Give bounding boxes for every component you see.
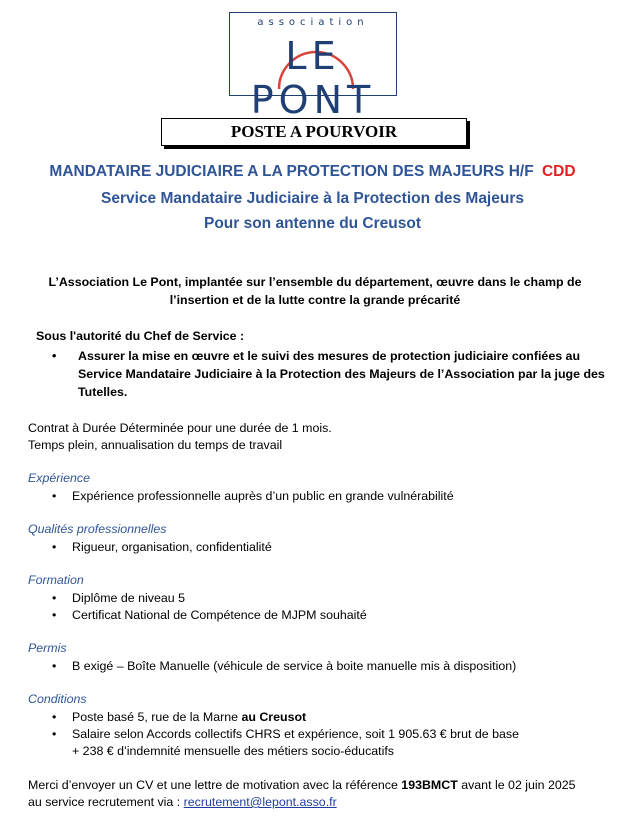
bullet-icon: • (52, 540, 57, 554)
section-title-formation: Formation (28, 573, 84, 587)
list-item-text: Expérience professionnelle auprès d’un public en grande vulnérabilité (72, 489, 454, 503)
poste-a-pourvoir-box (161, 118, 467, 146)
bullet-icon: • (52, 710, 57, 724)
contract-info (28, 420, 332, 454)
bullet-icon: • (52, 727, 57, 741)
list-item (52, 726, 519, 760)
contract-type-badge: CDD (541, 163, 576, 180)
location-text: Poste basé 5, rue de la Marne (72, 710, 242, 724)
intro-paragraph: L’Association Le Pont, implantée sur l’ensemble du département, œuvre dans le champ de l’insertion et de la lutte contre la grande précarité (48, 275, 582, 307)
bullet-icon: • (52, 489, 57, 503)
list-item (52, 607, 367, 624)
email-link[interactable]: recrutement@lepont.asso.fr (183, 795, 337, 809)
list-item-text (72, 709, 306, 726)
section-title-conditions: Conditions (28, 692, 87, 706)
poste-label: POSTE A POURVOIR (230, 122, 398, 141)
list-item (52, 539, 272, 556)
list-item (52, 709, 306, 726)
salary-line-1: Salaire selon Accords collectifs CHRS et expérience, soit 1 905.63 € brut de base (72, 727, 519, 741)
bullet-icon: • (52, 591, 57, 605)
association-logo (229, 12, 397, 122)
footer-text-1: Merci d’envoyer un CV et une lettre de motivation avec la référence (28, 778, 402, 792)
mission-text: Assurer la mise en œuvre et le suivi des mesures de protection judiciaire confiées au Service Mandataire Judiciaire à la Protection des Majeurs de l’Association par la juge des Tutelles. (78, 349, 605, 399)
logo-subtitle: association (257, 17, 369, 28)
contract-line-2: Temps plein, annualisation du temps de travail (28, 438, 283, 452)
bullet-icon: • (52, 349, 57, 363)
contract-line-1: Contrat à Durée Déterminée pour une durée de 1 mois. (28, 421, 332, 435)
list-item (52, 658, 516, 675)
salary-line-2: + 238 € d’indemnité mensuelle des métiers socio-éducatifs (72, 744, 394, 758)
location-city: au Creusot (241, 710, 307, 724)
antenne-title: Pour son antenne du Creusot (203, 215, 421, 232)
service-title: Service Mandataire Judiciaire à la Protection des Majeurs (101, 190, 524, 207)
job-title (0, 163, 625, 181)
footer-text-2: au service recrutement via : (28, 795, 184, 809)
section-title-qualites: Qualités professionnelles (28, 522, 167, 536)
footer-line-1 (28, 777, 576, 794)
list-item-text: B exigé – Boîte Manuelle (véhicule de service à boite manuelle mis à disposition) (72, 659, 517, 673)
reference-code: 193BMCT (401, 778, 458, 792)
list-item (52, 488, 454, 505)
section-title-experience: Expérience (28, 471, 90, 485)
list-item (52, 590, 185, 607)
section-title-permis: Permis (28, 641, 67, 655)
autorite-label: Sous l'autorité du Chef de Service : (36, 329, 245, 343)
logo-name: LE PONT (250, 34, 376, 122)
list-item-text: Rigueur, organisation, confidentialité (72, 540, 272, 554)
job-title-text: MANDATAIRE JUDICIAIRE A LA PROTECTION DES MAJEURS H/F (49, 163, 534, 180)
list-item-text: Certificat National de Compétence de MJPM souhaité (72, 608, 367, 622)
bullet-icon: • (52, 659, 57, 673)
list-item-text: Diplôme de niveau 5 (72, 591, 185, 605)
bullet-icon: • (52, 608, 57, 622)
application-instructions (28, 777, 576, 811)
mission-bullet (52, 347, 612, 401)
footer-line-2 (28, 794, 576, 811)
footer-deadline: avant le 02 juin 2025 (457, 778, 576, 792)
